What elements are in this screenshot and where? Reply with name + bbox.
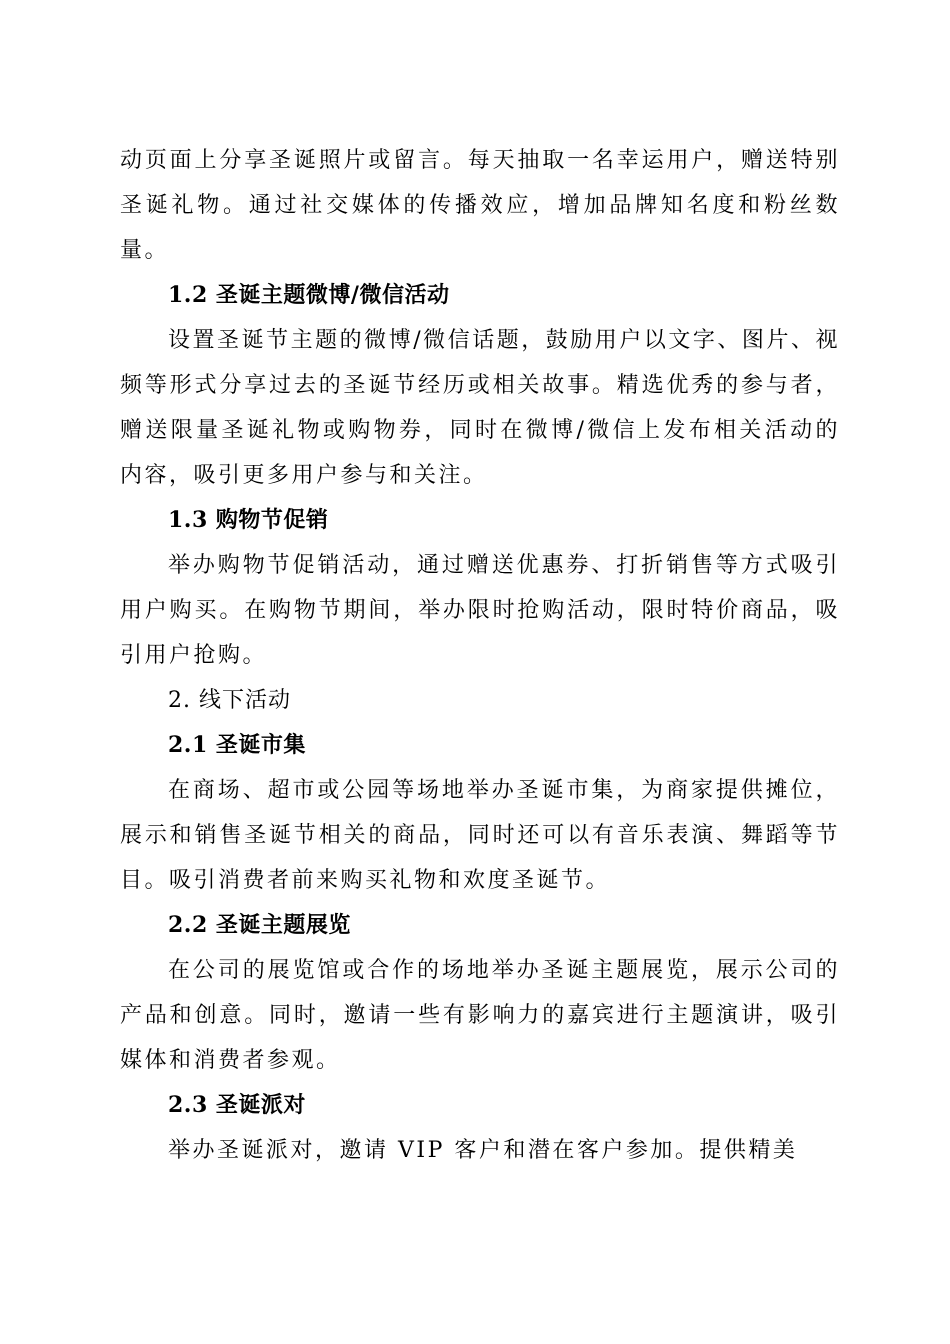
section-heading-2: 2. 线下活动: [168, 688, 291, 713]
document-body: [120, 138, 840, 1173]
paragraph-weibo-wechat: 设置圣诞节主题的微博/微信话题，鼓励用户以文字、图片、视频等形式分享过去的圣诞节经历或相关故事。精选优秀的参与者，赠送限量圣诞礼物或购物券，同时在微博/微信上发布相关活动的内容，吸引更多用户参与和关注。: [120, 328, 840, 488]
paragraph-theme-exhibition: 在公司的展览馆或合作的场地举办圣诞主题展览，展示公司的产品和创意。同时，邀请一些有影响力的嘉宾进行主题演讲，吸引媒体和消费者参观。: [120, 958, 840, 1073]
section-heading-2-2: 2.2 圣诞主题展览: [168, 912, 351, 938]
paragraph-christmas-market: 在商场、超市或公园等场地举办圣诞市集，为商家提供摊位，展示和销售圣诞节相关的商品，同时还可以有音乐表演、舞蹈等节目。吸引消费者前来购买礼物和欢度圣诞节。: [120, 778, 840, 893]
section-heading-2-1: 2.1 圣诞市集: [168, 732, 306, 758]
section-heading-2-3: 2.3 圣诞派对: [168, 1092, 306, 1118]
paragraph-intro-continuation: 动页面上分享圣诞照片或留言。每天抽取一名幸运用户，赠送特别圣诞礼物。通过社交媒体的传播效应，增加品牌知名度和粉丝数量。: [120, 148, 840, 263]
section-heading-1-2: 1.2 圣诞主题微博/微信活动: [168, 282, 450, 308]
section-heading-1-3: 1.3 购物节促销: [168, 507, 329, 533]
paragraph-christmas-party: 举办圣诞派对，邀请 VIP 客户和潜在客户参加。提供精美: [168, 1138, 798, 1163]
paragraph-shopping-promo: 举办购物节促销活动，通过赠送优惠券、打折销售等方式吸引用户购买。在购物节期间，举办限时抢购活动，限时特价商品，吸引用户抢购。: [120, 553, 840, 668]
